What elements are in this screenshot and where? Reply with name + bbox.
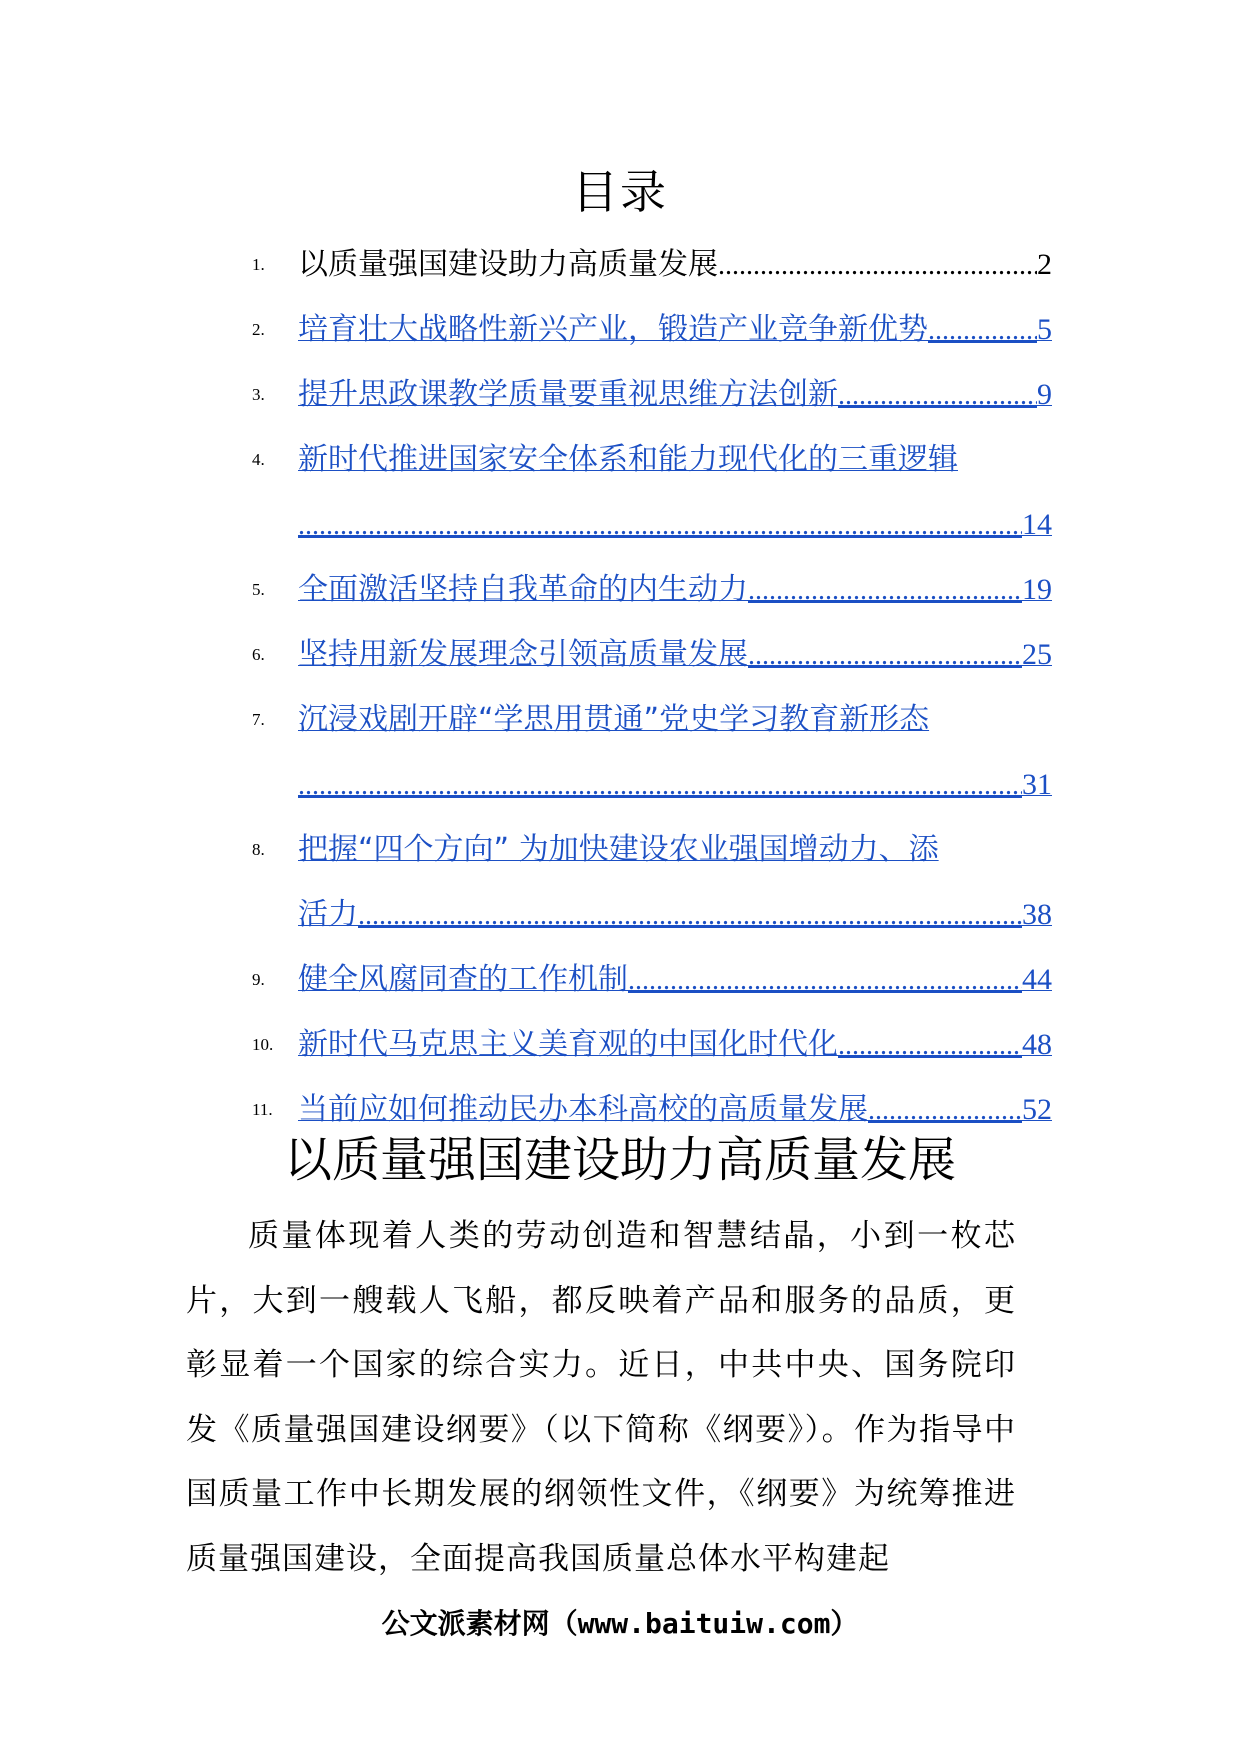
- article-title: 以质量强国建设助力高质量发展: [283, 1132, 956, 1188]
- toc-entry-number: 5.: [252, 580, 265, 599]
- toc-leader-dots: [298, 753, 1022, 818]
- toc-entry-number: 3.: [252, 385, 265, 404]
- toc-entry-line[interactable]: [298, 882, 1052, 947]
- toc-entry-number: 9.: [252, 970, 265, 989]
- toc-page-number: 14: [1022, 508, 1052, 541]
- toc-entry-title: 新时代推进国家安全体系和能力现代化的三重逻辑: [298, 442, 958, 477]
- toc-entry-title: 提升思政课教学质量要重视思维方法创新: [298, 377, 838, 412]
- table-of-contents: [252, 232, 1052, 1142]
- toc-entry[interactable]: [252, 362, 1052, 427]
- toc-page-number: 31: [1022, 768, 1052, 801]
- toc-entry-line[interactable]: [298, 297, 1052, 362]
- toc-entry[interactable]: [252, 817, 1052, 947]
- toc-page-number: 52: [1022, 1093, 1052, 1126]
- toc-entry-number: 6.: [252, 645, 265, 664]
- toc-entry-title: 把握“四个方向” 为加快建设农业强国增动力、添: [298, 832, 939, 867]
- toc-entry-number: 10.: [252, 1035, 274, 1054]
- toc-entry[interactable]: [252, 947, 1052, 1012]
- toc-entry: [252, 232, 1052, 297]
- toc-entry-line[interactable]: [298, 817, 1052, 882]
- toc-page-number: 19: [1022, 573, 1052, 606]
- toc-entry[interactable]: [252, 297, 1052, 362]
- toc-entry-title: 新时代马克思主义美育观的中国化时代化: [298, 1027, 838, 1062]
- toc-entry-title: 坚持用新发展理念引领高质量发展: [298, 637, 748, 672]
- toc-entry-line[interactable]: [298, 687, 1052, 752]
- toc-page-number: 25: [1022, 638, 1052, 671]
- toc-page-number: 5: [1037, 313, 1052, 346]
- toc-entry-line[interactable]: [298, 492, 1052, 557]
- toc-entry-title: 全面激活坚持自我革命的内生动力: [298, 572, 748, 607]
- toc-entry[interactable]: [252, 622, 1052, 687]
- toc-entry-title: 健全风腐同查的工作机制: [298, 962, 628, 997]
- toc-entry-title: 活力: [298, 897, 358, 932]
- toc-leader-dots: [718, 233, 1037, 298]
- toc-entry[interactable]: [252, 687, 1052, 817]
- toc-entry-number: 4.: [252, 450, 265, 469]
- toc-entry-number: 11.: [252, 1100, 273, 1119]
- toc-page-number: 44: [1022, 963, 1052, 996]
- toc-leader-dots: [298, 493, 1022, 558]
- toc-entry-line[interactable]: [298, 427, 1052, 492]
- toc-leader-dots: [928, 298, 1037, 363]
- toc-leader-dots: [838, 363, 1037, 428]
- toc-entry-line[interactable]: [298, 622, 1052, 687]
- toc-entry-line[interactable]: [298, 362, 1052, 427]
- article-body: 质量体现着人类的劳动创造和智慧结晶，小到一枚芯片，大到一艘载人飞船，都反映着产品和服务的品质，更彰显着一个国家的综合实力。近日，中共中央、国务院印发《质量强国建设纲要》（以下简称《纲要》）。作为指导中国质量工作中长期发展的纲领性文件，《纲要》为统筹推进质量强国建设，全面提高我国质量总体水平构建起: [186, 1218, 1016, 1577]
- footer-watermark: 公文派素材网（www.baituiw.com）: [381, 1607, 859, 1640]
- toc-entry-title: 培育壮大战略性新兴产业，锻造产业竞争新优势: [298, 312, 928, 347]
- toc-entry[interactable]: [252, 1012, 1052, 1077]
- toc-entry-number: 7.: [252, 710, 265, 729]
- toc-entry-line[interactable]: [298, 1012, 1052, 1077]
- toc-leader-dots: [748, 623, 1022, 688]
- toc-entry-number: 8.: [252, 840, 265, 859]
- toc-entry-line[interactable]: [298, 557, 1052, 622]
- toc-leader-dots: [628, 948, 1022, 1013]
- toc-page-number: 2: [1037, 248, 1052, 281]
- toc-entry-number: 1.: [252, 255, 265, 274]
- toc-entry[interactable]: [252, 557, 1052, 622]
- toc-entry-title: 当前应如何推动民办本科高校的高质量发展: [298, 1092, 868, 1127]
- toc-page-number: 9: [1037, 378, 1052, 411]
- toc-entry[interactable]: [252, 427, 1052, 557]
- toc-leader-dots: [358, 883, 1022, 948]
- toc-entry-line: [298, 232, 1052, 297]
- toc-title: 目录: [572, 165, 668, 219]
- toc-entry-number: 2.: [252, 320, 265, 339]
- toc-leader-dots: [748, 558, 1022, 623]
- toc-entry-line[interactable]: [298, 752, 1052, 817]
- toc-page-number: 38: [1022, 898, 1052, 931]
- toc-leader-dots: [838, 1013, 1022, 1078]
- toc-entry-title: 以质量强国建设助力高质量发展: [298, 247, 718, 282]
- toc-entry-title: 沉浸戏剧开辟“学思用贯通”党史学习教育新形态: [298, 702, 930, 737]
- toc-page-number: 48: [1022, 1028, 1052, 1061]
- toc-entry-line[interactable]: [298, 947, 1052, 1012]
